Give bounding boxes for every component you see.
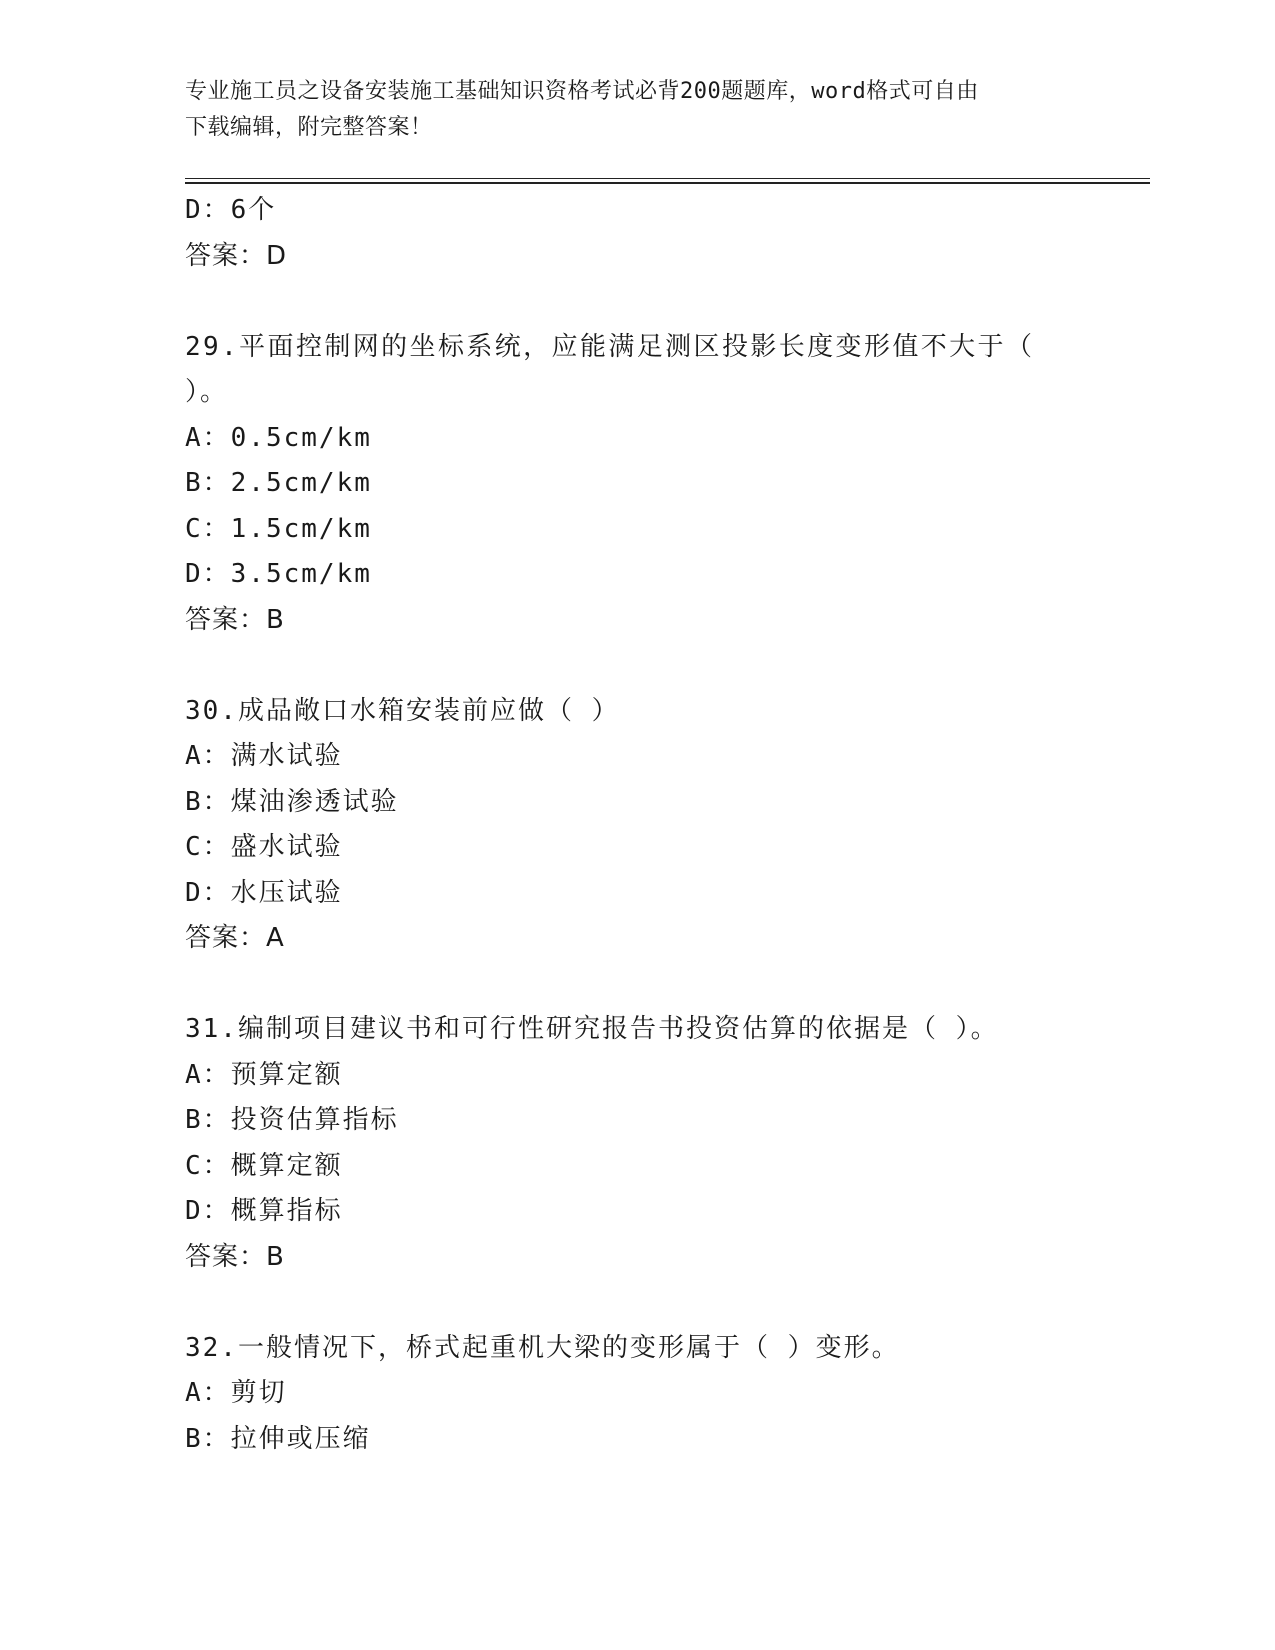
question-stem: 30.成品敞口水箱安装前应做（ ）	[185, 695, 620, 726]
question-32	[185, 1326, 1085, 1463]
option-a: A：预算定额	[185, 1059, 343, 1090]
option-c: C：概算定额	[185, 1150, 343, 1181]
document-header	[185, 74, 1065, 146]
question-content	[185, 188, 1085, 1462]
question-stem: 32.一般情况下，桥式起重机大梁的变形属于（ ）变形。	[185, 1332, 900, 1363]
question-31	[185, 1007, 1085, 1280]
option-a: A：剪切	[185, 1378, 287, 1408]
question-30	[185, 689, 1085, 962]
option-b: B：煤油渗透试验	[185, 786, 399, 817]
header-divider-thick	[185, 182, 1150, 184]
option-a: A：0.5cm/km	[185, 422, 372, 453]
option-b: B：2.5cm/km	[185, 468, 372, 498]
option-a: A：满水试验	[185, 741, 343, 771]
answer: 答案：B	[185, 1241, 285, 1272]
header-divider-thin	[185, 178, 1150, 179]
option-d: D：概算指标	[185, 1196, 343, 1226]
option-d: D：6个	[185, 195, 277, 225]
option-b: B：投资估算指标	[185, 1105, 399, 1135]
option-c: C：盛水试验	[185, 832, 343, 862]
option-c: C：1.5cm/km	[185, 513, 372, 544]
question-stem-continued: ）。	[185, 377, 229, 407]
header-line-2: 下载编辑，附完整答案！	[185, 115, 433, 140]
answer: 答案：D	[185, 240, 288, 271]
option-d: D：水压试验	[185, 877, 343, 908]
answer: 答案：B	[185, 604, 285, 635]
question-stem: 31.编制项目建议书和可行性研究报告书投资估算的依据是（ ）。	[185, 1014, 999, 1044]
header-line-1: 专业施工员之设备安装施工基础知识资格考试必背200题题库，word格式可自由	[185, 79, 979, 104]
option-d: D：3.5cm/km	[185, 559, 372, 589]
option-b: B：拉伸或压缩	[185, 1423, 371, 1454]
question-29	[185, 325, 1085, 644]
question-stem: 29.平面控制网的坐标系统，应能满足测区投影长度变形值不大于（	[185, 331, 1035, 362]
answer: 答案：A	[185, 923, 285, 953]
